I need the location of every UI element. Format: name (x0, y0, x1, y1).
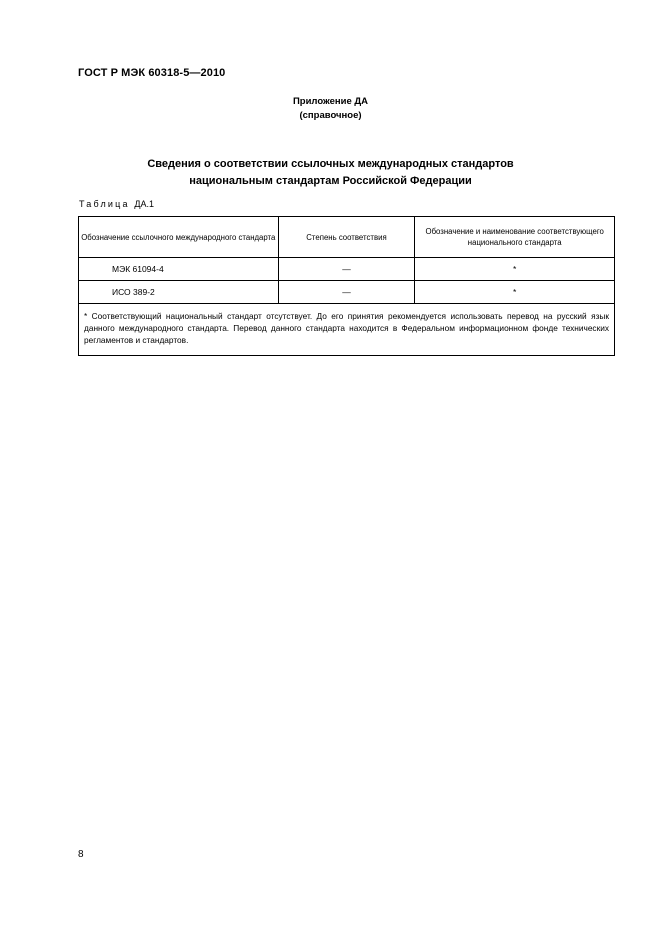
document-code: ГОСТ Р МЭК 60318-5—2010 (78, 67, 226, 79)
table-footnote: * Соответствующий национальный стандарт отсутствует. До его принятия рекомендуется использовать перевод на русский язык данного международного стандарта. Перевод данного стандарта находится в Федеральном информационном фонде технических регламентов и стандартов. (79, 304, 615, 356)
heading-line-1: Сведения о соответствии ссылочных международных стандартов (147, 158, 514, 170)
table-row (79, 258, 615, 281)
column-header-degree-of-correspondence: Степень соответствия (278, 217, 415, 258)
annex-subtitle: (справочное) (299, 110, 362, 121)
table-cell-national-standard: * (415, 258, 615, 281)
table-cell-degree: — (278, 258, 415, 281)
table-caption-number: ДА.1 (134, 199, 155, 209)
column-header-national-standard: Обозначение и наименование соответствующего национального стандарта (415, 217, 615, 258)
table-header-row (79, 217, 615, 258)
table-cell-international-standard: МЭК 61094-4 (79, 258, 279, 281)
annex-block (0, 95, 661, 123)
table-caption (79, 199, 154, 209)
correspondence-table (78, 216, 615, 356)
table-footnote-row (79, 304, 615, 356)
annex-title: Приложение ДА (292, 96, 369, 107)
page-number: 8 (78, 849, 84, 860)
table-cell-international-standard: ИСО 389-2 (79, 281, 279, 304)
heading-line-2: национальным стандартам Российской Федерации (189, 175, 472, 187)
section-heading (0, 156, 661, 190)
table-cell-degree: — (278, 281, 415, 304)
table-caption-word: Таблица (79, 199, 130, 209)
table-cell-national-standard: * (415, 281, 615, 304)
column-header-international-standard: Обозначение ссылочного международного стандарта (79, 217, 279, 258)
table-row (79, 281, 615, 304)
